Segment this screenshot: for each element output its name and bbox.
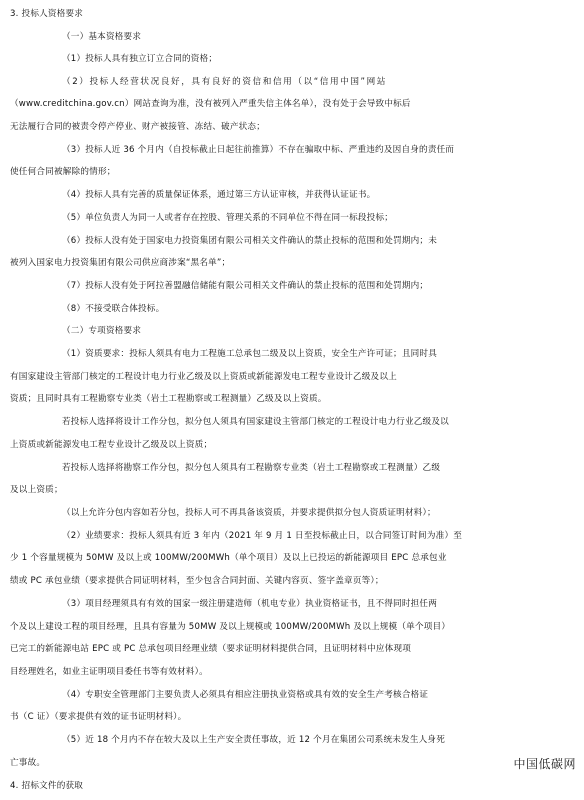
text-line: 无法履行合同的被责令停产停业、财产被接管、冻结、破产状态；	[10, 122, 266, 132]
text-line: （3）投标人近 36 个月内（自投标截止日起往前推算）不存在骗取中标、严重违约及因自身的责任而	[62, 145, 455, 155]
text-line: （5）近 18 个月内不存在较大及以上生产安全责任事故，近 12 个月在集团公司系统未发生人身死	[62, 735, 446, 745]
text-line: 少 1 个容量规模为 50MW 及以上或 100MW/200MWh（单个项目）及以上已投运的新能源项目 EPC 总承包业	[10, 553, 447, 563]
text-line: （7）投标人没有处于阿拉善盟融信储能有限公司相关文件确认的禁止投标的范围和处罚期内；	[62, 281, 429, 291]
section-heading: 3. 投标人资格要求	[10, 9, 84, 19]
text-line: 有国家建设主管部门核定的工程设计电力行业乙级及以上资质或新能源发电工程专业设计乙级及以上	[10, 372, 397, 382]
text-line: （3）项目经理须具有有效的国家一级注册建造师（机电专业）执业资格证书，且不得同时担任两	[62, 599, 438, 609]
text-line: 被列入国家电力投资集团有限公司供应商涉案“黑名单”；	[10, 258, 231, 268]
text-line: 绩或 PC 承包业绩（要求提供合同证明材料，至少包含合同封面、关键内容页、签字盖章页等）；	[10, 576, 384, 586]
subsection-heading: （一）基本资格要求	[62, 32, 142, 42]
text-line: （以上允许分包内容如若分包，投标人可不再具备该资质，并要求提供拟分包人资质证明材料）；	[62, 508, 436, 518]
text-line: （6）投标人没有处于国家电力投资集团有限公司相关文件确认的禁止投标的范围和处罚期内；未	[62, 236, 438, 246]
text-line: 及以上资质；	[10, 485, 63, 495]
subsection-heading: （二）专项资格要求	[62, 326, 142, 336]
text-line: （2）投标人经营状况良好，具有良好的资信和信用（以“信用中国”网站	[62, 77, 387, 87]
text-line: （4）投标人具有完善的质量保证体系，通过第三方认证审核，并获得认证证书。	[62, 190, 376, 200]
text-line: 书（C 证）（要求提供有效的证书证明材料）。	[10, 712, 187, 722]
text-line: （1）投标人具有独立订立合同的资格；	[62, 54, 218, 64]
text-line: 使任何合同被解除的情形；	[10, 167, 116, 177]
text-line: （4）专职安全管理部门主要负责人必须具有相应注册执业资格或具有效的安全生产考核合格证	[62, 690, 429, 700]
text-line: （5）单位负责人为同一人或者存在控股、管理关系的不同单位不得在同一标段投标；	[62, 213, 394, 223]
text-line: 若投标人选择将勘察工作分包，拟分包人须具有工程勘察专业类（岩土工程勘察或工程测量）乙级	[62, 463, 441, 473]
text-line: （www.creditchina.gov.cn）网站查询为准，没有被列入严重失信主体名单），没有处于会导致中标后	[10, 99, 411, 109]
text-line: 个及以上建设工程的项目经理，且具有容量为 50MW 及以上规模或 100MW/200MWh 及以上规模（单个项目）	[10, 622, 451, 632]
site-watermark: 中国低碳网	[513, 757, 576, 771]
text-line: 上资质或新能源发电工程专业设计乙级及以上资质；	[10, 440, 213, 450]
text-line: 已完工的新能源电站 EPC 或 PC 总承包项目经理业绩（要求证明材料提供合同，且证明材料中应体现项	[10, 644, 412, 654]
text-line: （1）资质要求：投标人须具有电力工程施工总承包二级及以上资质，安全生产许可证；且同时具	[62, 349, 438, 359]
text-line: （8）不接受联合体投标。	[62, 304, 165, 314]
text-line: （2）业绩要求：投标人须具有近 3 年内（2021 年 9 月 1 日至投标截止日，以合同签订时间为准）至	[62, 531, 463, 541]
text-line: 若投标人选择将设计工作分包，拟分包人须具有国家建设主管部门核定的工程设计电力行业乙级及以	[62, 417, 449, 427]
text-line: 亡事故。	[10, 758, 46, 768]
section-heading: 4. 招标文件的获取	[10, 781, 84, 791]
text-line: 目经理姓名，如业主证明项目委任书等有效材料）。	[10, 667, 208, 677]
text-line: 资质；且同时具有工程勘察专业类（岩土工程勘察或工程测量）乙级及以上资质。	[10, 394, 327, 404]
